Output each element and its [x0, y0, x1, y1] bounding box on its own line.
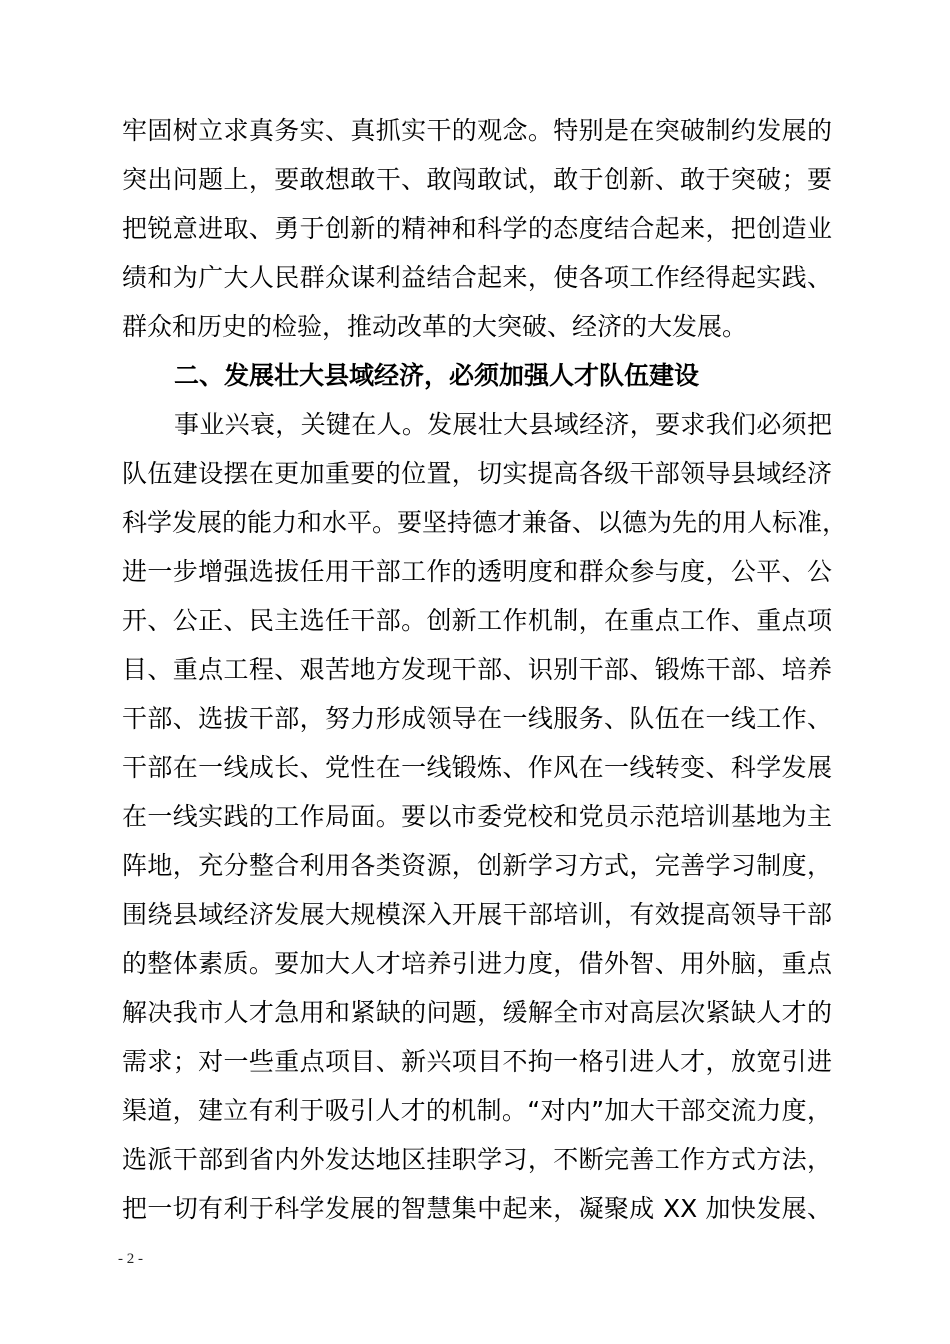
text-line: 阵地，充分整合利用各类资源，创新学习方式，完善学习制度， — [122, 851, 832, 880]
text-line: 开、公正、民主选任干部。创新工作机制，在重点工作、重点项 — [122, 606, 832, 635]
text-line: 干部在一线成长、党性在一线锻炼、作风在一线转变、科学发展 — [122, 753, 832, 782]
text-line: 绩和为广大人民群众谋利益结合起来，使各项工作经得起实践、 — [122, 263, 832, 292]
text-line: 进一步增强选拔任用干部工作的透明度和群众参与度，公平、公 — [122, 557, 832, 586]
text-line: 目、重点工程、艰苦地方发现干部、识别干部、锻炼干部、培养 — [122, 655, 832, 684]
text-line: 突出问题上，要敢想敢干、敢闯敢试，敢于创新、敢于突破；要 — [122, 165, 832, 194]
text-line: 解决我市人才急用和紧缺的问题，缓解全市对高层次紧缺人才的 — [122, 998, 832, 1027]
section-heading: 二、发展壮大县域经济，必须加强人才队伍建设 — [174, 361, 700, 390]
text-line: 队伍建设摆在更加重要的位置，切实提高各级干部领导县域经济 — [122, 459, 832, 488]
text-line: 干部、选拔干部，努力形成领导在一线服务、队伍在一线工作、 — [122, 704, 832, 733]
text-line: 群众和历史的检验，推动改革的大突破、经济的大发展。 — [122, 312, 748, 341]
text-line: 需求；对一些重点项目、新兴项目不拘一格引进人才，放宽引进 — [122, 1047, 832, 1076]
text-line: 的整体素质。要加大人才培养引进力度，借外智、用外脑，重点 — [122, 949, 832, 978]
page-number: - 2 - — [118, 1251, 143, 1267]
text-line: 围绕县域经济发展大规模深入开展干部培训，有效提高领导干部 — [122, 900, 832, 929]
text-line: 在一线实践的工作局面。要以市委党校和党员示范培训基地为主 — [122, 802, 832, 831]
text-line: 渠道，建立有利于吸引人才的机制。“对内”加大干部交流力度， — [122, 1096, 832, 1125]
paragraph-first-line: 事业兴衰，关键在人。发展壮大县域经济，要求我们必须把 — [174, 410, 832, 439]
text-line: 选派干部到省内外发达地区挂职学习，不断完善工作方式方法， — [122, 1145, 832, 1174]
text-line: 科学发展的能力和水平。要坚持德才兼备、以德为先的用人标准， — [122, 508, 848, 537]
text-line: 把锐意进取、勇于创新的精神和科学的态度结合起来，把创造业 — [122, 214, 832, 243]
text-line: 牢固树立求真务实、真抓实干的观念。特别是在突破制约发展的 — [122, 116, 832, 145]
text-line: 把一切有利于科学发展的智慧集中起来，凝聚成 XX 加快发展、 — [122, 1194, 832, 1223]
